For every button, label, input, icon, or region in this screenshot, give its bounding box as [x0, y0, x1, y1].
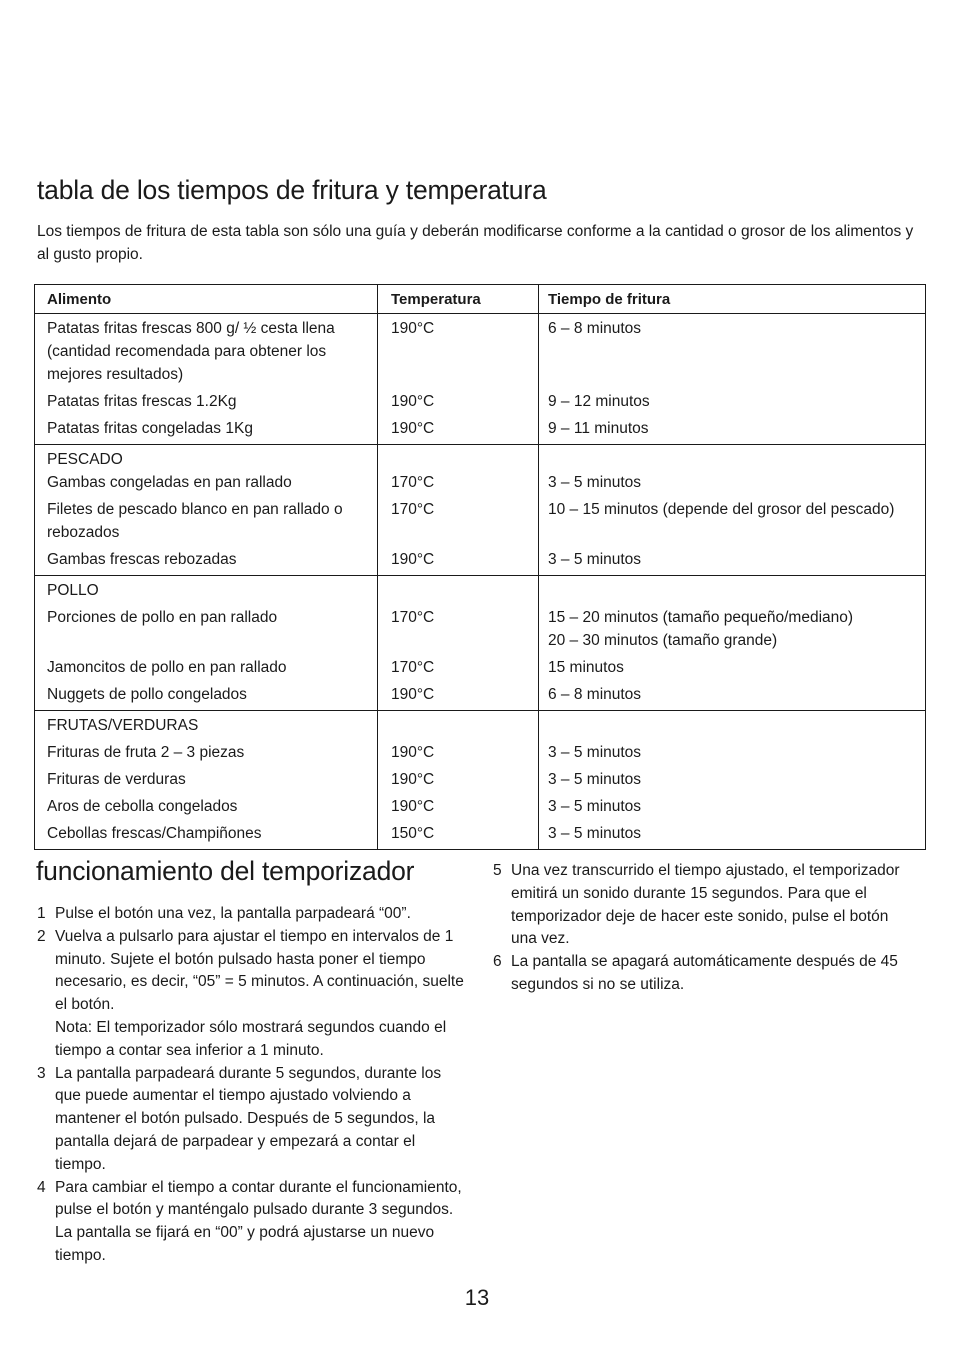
step-number: 3: [37, 1064, 46, 1082]
table-row: [35, 471, 926, 494]
step-number: 1: [37, 905, 46, 922]
food-cell: Nuggets de pollo congelados: [35, 679, 378, 711]
temp-cell: 190°C: [378, 314, 539, 387]
table-row: [35, 764, 926, 791]
timer-step: [37, 1063, 467, 1177]
table-row: [35, 791, 926, 818]
time-cell: 6 – 8 minutos: [539, 679, 926, 711]
temp-cell: 190°C: [378, 791, 539, 818]
step-text: Para cambiar el tiempo a contar durante el funcionamiento, pulse el botón y manténgalo pulsado durante 3 segundos. La pantalla se fijará en “00” y podrá ajustarse un nuevo tiempo.: [55, 1178, 462, 1264]
category-label-fruits-vegetables: FRUTAS/VERDURAS: [35, 711, 378, 738]
food-cell: Filetes de pescado blanco en pan rallado o rebozados: [35, 494, 378, 544]
food-cell: Porciones de pollo en pan rallado: [35, 602, 378, 652]
time-cell: [539, 711, 926, 738]
temp-cell: 190°C: [378, 737, 539, 764]
time-line: 15 – 20 minutos (tamaño pequeño/mediano): [548, 609, 854, 626]
table-row: [35, 314, 926, 387]
food-cell: Gambas frescas rebozadas: [35, 544, 378, 576]
timer-step: [493, 951, 913, 997]
step-text: Vuelva a pulsarlo para ajustar el tiempo en intervalos de 1 minuto. Sujete el botón pulsado hasta poner el tiempo necesario, es decir, “05” = 5 minutos. A continuación, suelte el botón.: [55, 927, 464, 1014]
timer-steps-right-column: [493, 860, 913, 997]
frying-times-table: [34, 284, 926, 850]
table-category-row: [35, 576, 926, 603]
temp-cell: 170°C: [378, 652, 539, 679]
table-row: [35, 602, 926, 652]
time-line: 20 – 30 minutos (tamaño grande): [548, 632, 778, 649]
step-text: La pantalla se apagará automáticamente después de 45 segundos si no se utiliza.: [511, 953, 898, 993]
time-cell: 9 – 11 minutos: [539, 413, 926, 445]
time-cell: 9 – 12 minutos: [548, 393, 650, 410]
time-cell: 3 – 5 minutos: [539, 544, 926, 576]
table-row: [35, 818, 926, 850]
temp-cell: [378, 576, 539, 603]
temp-cell: 170°C: [378, 494, 539, 544]
temp-cell: 170°C: [378, 471, 539, 494]
category-label-chicken: POLLO: [35, 576, 378, 603]
step-number: 4: [37, 1178, 46, 1196]
table-row: [35, 679, 926, 711]
step-text: Pulse el botón una vez, la pantalla parpadeará “00”.: [55, 905, 411, 922]
table-row: [35, 413, 926, 445]
table-row: [35, 386, 926, 413]
time-cell: [539, 576, 926, 603]
timer-steps-left-column: [37, 903, 467, 1268]
timer-section-title: funcionamiento del temporizador: [36, 856, 415, 886]
table-row: [35, 652, 926, 679]
table-section-title: tabla de los tiempos de fritura y temperatura: [37, 175, 547, 205]
step-note: Nota: El temporizador sólo mostrará segundos cuando el tiempo a contar sea inferior a 1 minuto.: [55, 1018, 447, 1059]
page-number: 13: [464, 1285, 490, 1310]
food-cell: Gambas congeladas en pan rallado: [35, 471, 378, 494]
time-cell: [539, 602, 926, 652]
header-frying-time: Tiempo de fritura: [539, 285, 926, 314]
time-cell: 6 – 8 minutos: [548, 320, 642, 337]
food-cell: Frituras de verduras: [35, 764, 378, 791]
time-cell: 10 – 15 minutos (depende del grosor del pescado): [548, 501, 895, 518]
time-cell: 15 minutos: [548, 659, 624, 676]
temp-cell: 190°C: [378, 544, 539, 576]
timer-step: [37, 926, 467, 1063]
time-cell: 3 – 5 minutos: [548, 798, 642, 815]
temp-cell: 190°C: [378, 386, 539, 413]
time-cell: 3 – 5 minutos: [548, 771, 642, 788]
time-cell: 3 – 5 minutos: [548, 744, 642, 761]
step-number: 6: [493, 953, 502, 971]
table-header-row: [35, 285, 926, 314]
food-cell: Patatas fritas frescas 1.2Kg: [35, 386, 378, 413]
temp-cell: 150°C: [378, 818, 539, 850]
header-temperature: Temperatura: [378, 285, 539, 314]
food-cell: Patatas fritas congeladas 1Kg: [35, 413, 378, 445]
temp-cell: [378, 711, 539, 738]
temp-cell: 190°C: [378, 764, 539, 791]
table-category-row: [35, 445, 926, 472]
temp-cell: 170°C: [378, 602, 539, 652]
step-number: 5: [493, 862, 502, 879]
food-cell: Cebollas frescas/Champiñones: [35, 818, 378, 850]
header-food: Alimento: [35, 285, 378, 314]
category-label-fish: PESCADO: [35, 445, 378, 472]
temp-cell: 190°C: [378, 679, 539, 711]
time-cell: [539, 445, 926, 472]
table-category-row: [35, 711, 926, 738]
step-text: La pantalla parpadeará durante 5 segundos, durante los que puede aumentar el tiempo ajustado volviendo a mantener el botón pulsado. Después de 5 segundos, la pantalla dejará de parpadear y empezará a contar el tiempo.: [55, 1064, 442, 1173]
food-cell: Aros de cebolla congelados: [35, 791, 378, 818]
table-row: [35, 737, 926, 764]
step-text: Una vez transcurrido el tiempo ajustado, el temporizador emitirá un sonido durante 15 segundos. Para que el temporizador deje de hacer este sonido, pulse el botón una vez.: [511, 862, 900, 948]
table-intro-text: Los tiempos de fritura de esta tabla son sólo una guía y deberán modificarse conforme a la cantidad o grosor de los alimentos y al gusto propio.: [37, 223, 914, 263]
temp-cell: 190°C: [378, 413, 539, 445]
timer-step: [37, 903, 467, 926]
temp-cell: [378, 445, 539, 472]
food-cell: Jamoncitos de pollo en pan rallado: [35, 652, 378, 679]
time-cell: 3 – 5 minutos: [548, 825, 642, 842]
food-cell: Frituras de fruta 2 – 3 piezas: [35, 737, 378, 764]
table-row: [35, 494, 926, 544]
step-number: 2: [37, 927, 46, 945]
time-cell: 3 – 5 minutos: [548, 474, 642, 491]
table-row: [35, 544, 926, 576]
timer-step: [37, 1177, 467, 1268]
timer-step: [493, 860, 913, 951]
food-cell: Patatas fritas frescas 800 g/ ½ cesta llena (cantidad recomendada para obtener los mejores resultados): [35, 314, 378, 387]
